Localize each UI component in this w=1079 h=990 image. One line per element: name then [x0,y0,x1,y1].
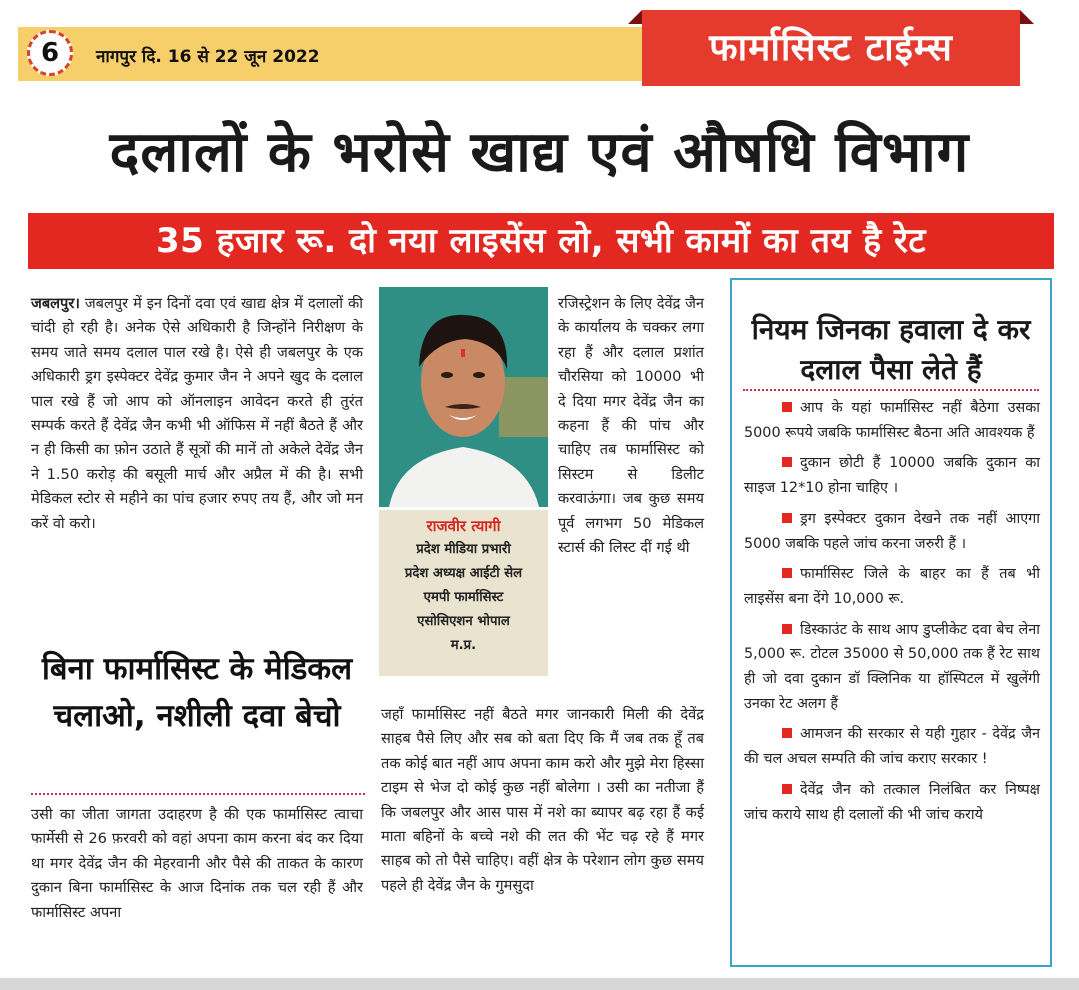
brand-fold-right [1020,10,1034,24]
paragraph-1-text: जबलपुर में इन दिनों दवा एवं खाद्य क्षेत्र में दलालों की चांदी हो रही है। अनेक ऐसे अधिकारी है जिन्होंने निरीक्षण के समय जाते समय दलाल पाल रखे है। ऐसे ही जबलपुर के एक अधिकारी ड्रग इस्पेक्टर देवेंद्र कुमार जैन ने अपने खुद के दलाल पाल रखे हैं जो आप को ऑनलाइन आवेदन करते ही तुरंत सम्पर्क करते हैं देवेंद्र जैन कभी भी ऑफिस में नहीं बैठते हैं और न ही किसी का फ़ोन उठाते हैं सूत्रों की मानें तो अकेले देवेंद्र जैन ने 1.50 करोड़ की बसूली मार्च और अप्रैल में की है। सभी मेडिकल स्टोर से महीने का पांच हजार रुपए तय हैं, और जो मन करें वो करो। [31,295,364,532]
brand-fold-left [628,10,642,24]
person-photo [379,287,548,507]
list-item-text: फार्मासिस्ट जिले के बाहर का हैं तब भी लाइसेंस बना देंगे 10,000 रू. [744,566,1040,607]
article-paragraph-2: उसी का जीता जागता उदाहरण है की एक फार्मासिस्ट त्वाचा फार्मेसी से 26 फ़रवरी को वहां अपना काम करना बंद कर दिया था मगर देवेंद्र जैन की मेहरवानी और पैसे की ताकत के कारण दुकान बिना फार्मासिस्ट के आज दिनांक तक चल रही हैं और फार्मासिस्ट अपना [31,806,363,921]
caption-line: एमपी फार्मासिस्ट [423,590,504,605]
dateline-word: जबलपुर। [31,295,80,312]
article-column-2 [558,292,704,560]
dotted-divider [31,793,365,795]
list-item-text: दुकान छोटी हैं 10000 जबकि दुकान का साइज 12*10 होना चाहिए । [744,455,1040,497]
portrait-illustration [379,287,548,507]
sidebar-divider [743,389,1039,391]
article-column-1-continued [31,803,363,925]
bottom-strip [0,978,1079,990]
caption-name: राजवीर त्यागी [426,517,501,535]
article-column-1 [31,292,363,536]
sidebar-list [744,396,1040,833]
caption-line: प्रदेश मीडिया प्रभारी [416,542,511,557]
caption-line: एसोसिएशन भोपाल [417,614,510,629]
list-item [744,562,1040,611]
bullet-icon [782,402,792,412]
page-number: 6 [27,30,73,76]
dateline: नागपुर दि. 16 से 22 जून 2022 [96,47,320,67]
main-headline: दलालों के भरोसे खाद्य एवं औषधि विभाग [109,119,970,185]
column-2-text: रजिस्ट्रेशन के लिए देवेंद्र जैन के कार्यालय के चक्कर लगा रहा हैं और दलाल प्रशांत चौरसिया को 10000 भी दे दिया मगर देवेंद्र जैन का कहना हैं की पांच और चाहिए तब फार्मासिस्ट को सिस्टम से डिलीट करवाऊंगा। जब कुछ समय पूर्व लगभग 50 मेडिकल स्टार्स की लिस्ट दीं गई थी [558,295,704,557]
bullet-icon [782,624,792,634]
list-item [744,618,1040,717]
bullet-icon [782,784,792,794]
list-item-text: आमजन की सरकार से यही गुहार - देवेंद्र जैन की चल अचल सम्पति की जांच कराए सरकार ! [744,726,1040,768]
column-3-text: जहाँ फार्मासिस्ट नहीं बैठते मगर जानकारी मिली की देवेंद्र साहब पैसे लिए और सब को बता दिए कि मैं जब तक हूँ तब तक कोई बात नहीं आप अपना काम करो और मुझे मेरा हिस्सा टाइम से भेज दो कोई कुछ नहीं बोलेगा । उसी का नतीजा हैं कि जबलपुर और आस पास में नशे का ब्यापर बढ़ रहा हैं कई माता बहिनों के बच्चे नशे की लत की भेंट चढ़ रहे हैं मगर साहब को तो पैसे चाहिए। वहीं क्षेत्र के परेशान लोग कुछ समय पहले ही देवेंद्र जैन के गुमसुदा [381,706,704,894]
list-item [744,451,1040,500]
list-item-text: देवेंद्र जैन को तत्काल निलंबित कर निष्पक्ष जांच कराये साथ ही दलालों की भी जांच कराये [744,781,1040,823]
list-item [744,778,1040,827]
bullet-icon [782,513,792,523]
bullet-icon [782,568,792,578]
caption-line: म.प्र. [450,638,477,653]
bullet-icon [782,728,792,738]
list-item-text: डिस्काउंट के साथ आप डुप्लीकेट दवा बेच लेना 5,000 रू. टोटल 35000 से 50,000 तक हैं रेट साथ ही जो दवा दुकान डॉ क्लिनिक या हॉस्पिटल में खुलेंगी उनका रेट अलग हैं [744,621,1040,712]
sub-headline-banner: 35 हजार रू. दो नया लाइसेंस लो, सभी कामों का तय है रेट [28,213,1054,269]
caption-line: प्रदेश अध्यक्ष आईटी सेल [404,566,523,581]
section-subheading: बिना फार्मासिस्ट के मेडिकल चलाओ, नशीली दवा बेचो [41,651,353,734]
list-item [744,396,1040,445]
list-item-text: आप के यहां फार्मासिस्ट नहीं बैठेगा उसका 5000 रूपये जबकि फार्मासिस्ट बैठना अति आवश्यक हैं [744,400,1040,441]
newspaper-brand: फार्मासिस्ट टाईम्स [642,10,1020,86]
article-column-3 [381,703,704,898]
bullet-icon [782,457,792,467]
list-item [744,507,1040,556]
list-item-text: ड्रग इस्पेक्टर दुकान देखने तक नहीं आएगा 5000 जबकि पहले जांच करना जरुरी हैं । [744,510,1040,552]
article-paragraph-1 [31,292,363,536]
photo-caption [379,510,548,676]
list-item [744,722,1040,771]
sidebar-title: नियम जिनका हवाला दे कर दलाल पैसा लेते हैं [751,313,1031,386]
